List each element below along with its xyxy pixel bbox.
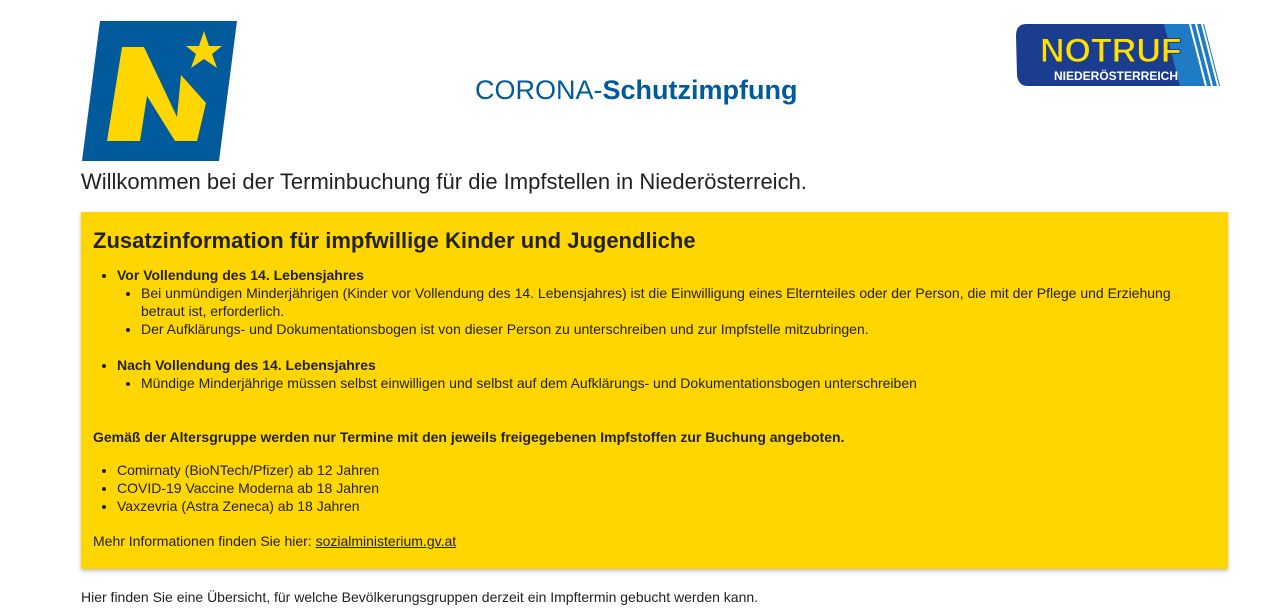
page-title: CORONA-Schutzimpfung <box>475 75 798 105</box>
svg-text:NOTRUF: NOTRUF <box>1040 32 1182 70</box>
vaccine-note: Gemäß der Altersgruppe werden nur Termine mit den jeweils freigegebenen Impfstoffen zur Buchung angeboten. <box>93 429 845 445</box>
section-over-14: • Nach Vollendung des 14. Lebensjahres • Mündige Minderjährige müssen selbst einwilligen und selbst auf dem Aufklärungs- und Dokumentationsbogen unterschreiben <box>117 356 1216 392</box>
svg-text:NIEDERÖSTERREICH: NIEDERÖSTERREICH <box>1054 69 1179 83</box>
info-box <box>81 212 1228 569</box>
notruf-logo <box>1014 20 1220 88</box>
vaccine-item: • Comirnaty (BioNTech/Pfizer) ab 12 Jahren <box>117 461 1216 479</box>
vaccine-item: • Vaxzevria (Astra Zeneca) ab 18 Jahren <box>117 497 1216 515</box>
sozialministerium-link[interactable]: sozialministerium.gv.at <box>315 533 457 549</box>
section-under-14: • Vor Vollendung des 14. Lebensjahres • Bei unmündigen Minderjährigen (Kinder vor Vollendung des 14. Lebensjahres) ist die Einwilligung eines Elternteiles oder der Person, die mit der Pflege und Erziehung betraut ist, erforderlich. • Der Aufklärungs- und Dokumentationsbogen ist von dieser Person zu unterschreiben und zur Impfstelle mitzubringen. <box>117 266 1216 356</box>
noe-logo <box>82 21 237 161</box>
overview-text: Hier finden Sie eine Übersicht, für welche Bevölkerungsgruppen derzeit ein Impftermin gebucht werden kann. <box>81 589 759 605</box>
list-item: • Bei unmündigen Minderjährigen (Kinder vor Vollendung des 14. Lebensjahres) ist die Einwilligung eines Elternteiles oder der Person, die mit der Pflege und Erziehung betraut ist, erforderlich. <box>141 284 1216 320</box>
info-heading: Zusatzinformation für impfwillige Kinder und Jugendliche <box>93 228 696 253</box>
list-item: • Mündige Minderjährige müssen selbst einwilligen und selbst auf dem Aufklärungs- und Dokumentationsbogen unterschreiben <box>141 374 1216 392</box>
welcome-text: Willkommen bei der Terminbuchung für die Impfstellen in Niederösterreich. <box>81 169 807 194</box>
list-item: • Der Aufklärungs- und Dokumentationsbogen ist von dieser Person zu unterschreiben und zur Impfstelle mitzubringen. <box>141 320 1216 338</box>
more-info: Mehr Informationen finden Sie hier: sozialministerium.gv.at <box>93 533 457 549</box>
vaccine-item: • COVID-19 Vaccine Moderna ab 18 Jahren <box>117 479 1216 497</box>
